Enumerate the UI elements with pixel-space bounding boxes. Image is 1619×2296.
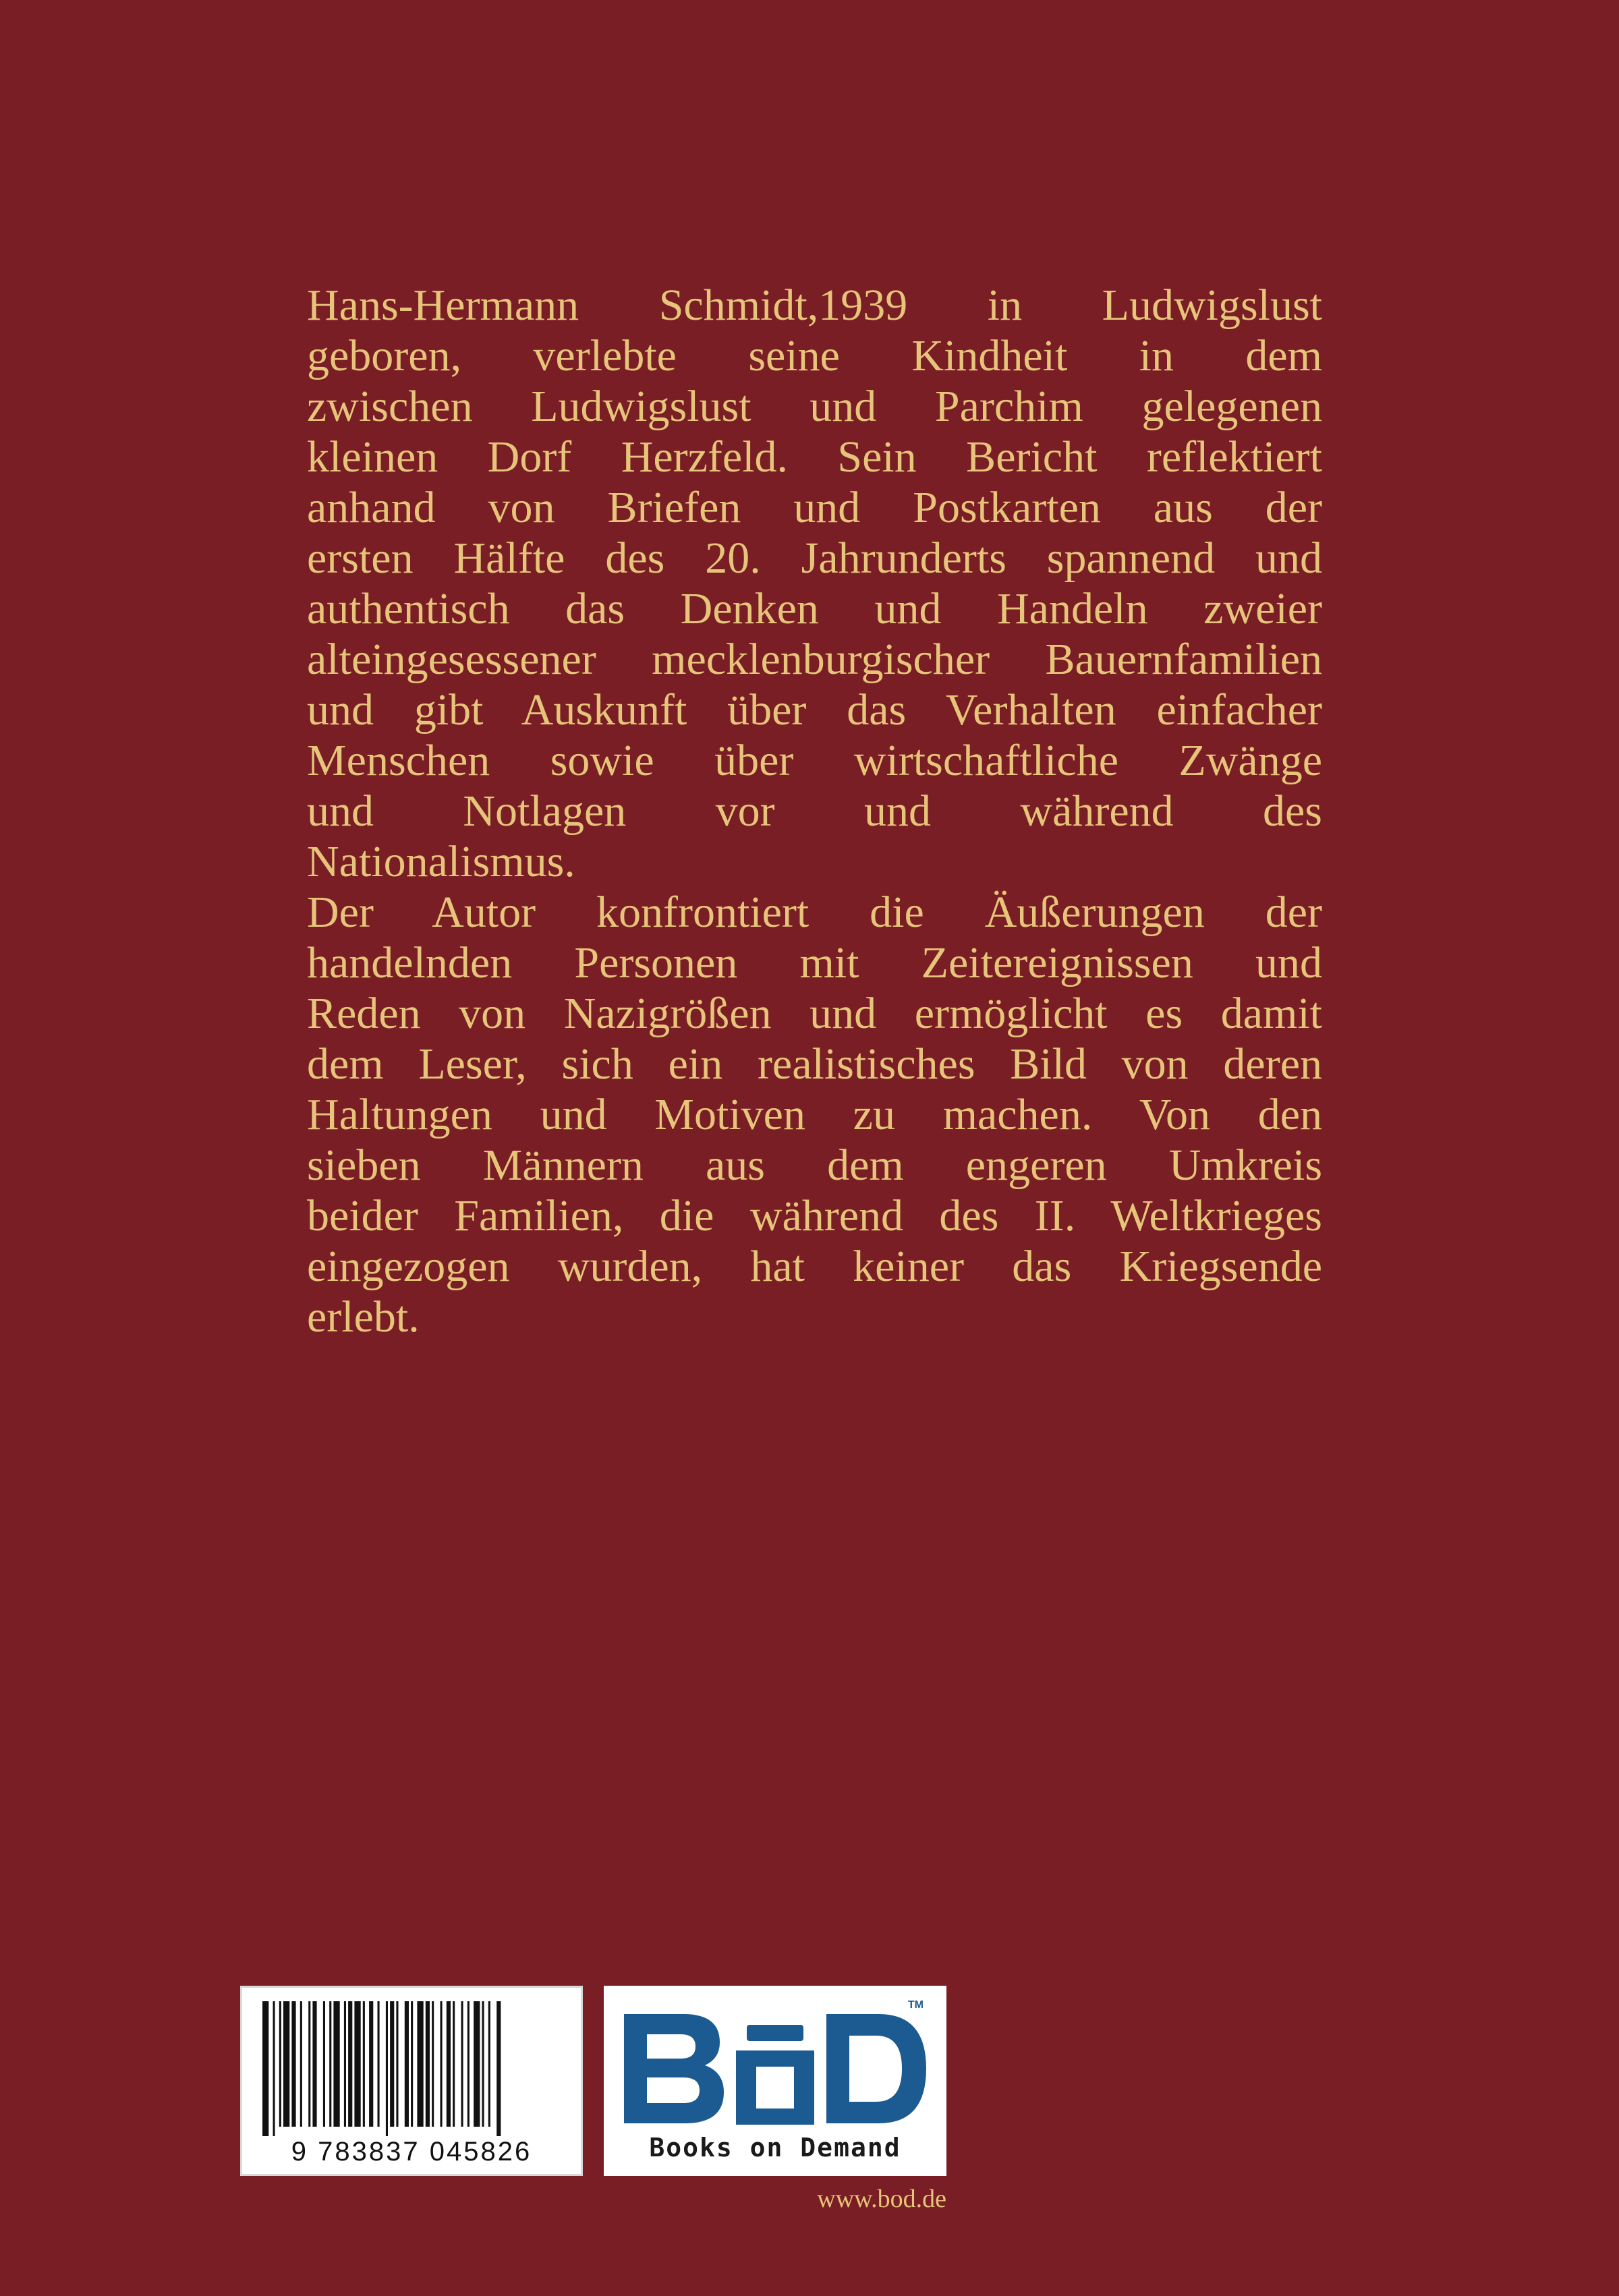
barcode-bar — [461, 2001, 463, 2127]
barcode-bar — [279, 2001, 281, 2127]
barcode-bar — [308, 2001, 310, 2127]
barcode-bar — [453, 2001, 455, 2127]
barcode-bar — [369, 2001, 373, 2127]
barcode-bar — [474, 2001, 480, 2127]
publisher-url: www.bod.de — [817, 2185, 946, 2213]
publisher-logo — [604, 1986, 946, 2176]
blurb-line: sieben Männern aus dem engeren Umkreis — [307, 1141, 1322, 1190]
blurb-line: Nationalismus. — [307, 837, 575, 886]
barcode-bar — [291, 2001, 295, 2127]
publisher-tagline: Books on Demand — [649, 2133, 901, 2162]
barcode-bars — [258, 2001, 569, 2136]
barcode-bar — [441, 2001, 443, 2127]
blurb-line: kleinen Dorf Herzfeld. Sein Bericht reflektiert — [307, 432, 1322, 482]
blurb-line: eingezogen wurden, hat keiner das Kriegsende — [307, 1242, 1322, 1291]
blurb-line: zwischen Ludwigslust und Parchim gelegenen — [307, 382, 1322, 431]
barcode-bar — [329, 2001, 331, 2127]
blurb-line: und Notlagen vor und während des — [307, 786, 1322, 836]
blurb-line: und gibt Auskunft über das Verhalten einfacher — [307, 685, 1322, 735]
barcode-bar — [348, 2001, 352, 2127]
blurb-line: ersten Hälfte des 20. Jahrunderts spannend und — [307, 534, 1322, 583]
barcode-bar — [300, 2001, 302, 2127]
blurb-line: erlebt. — [307, 1292, 420, 1342]
barcode-bar — [354, 2001, 360, 2127]
blurb-paragraph-2 — [307, 887, 1322, 1342]
blurb-line: authentisch das Denken und Handeln zweier — [307, 584, 1322, 633]
barcode-bar — [378, 2001, 380, 2127]
barcode-bar — [283, 2001, 289, 2127]
blurb-line: dem Leser, sich ein realistisches Bild von deren — [307, 1039, 1322, 1089]
blurb-line: Menschen sowie über wirtschaftliche Zwänge — [307, 736, 1322, 785]
blurb-line: Reden von Nazigrößen und ermöglicht es damit — [307, 989, 1322, 1038]
trademark-mark: TM — [907, 1999, 924, 2011]
barcode-bar — [323, 2001, 325, 2127]
barcode-bar — [333, 2001, 339, 2127]
barcode-bar — [496, 2001, 501, 2136]
blurb-line: Haltungen und Motiven zu machen. Von den — [307, 1090, 1322, 1139]
barcode-bar — [262, 2001, 268, 2136]
barcode-bar — [390, 2001, 394, 2127]
barcode-bar — [396, 2001, 398, 2127]
isbn-digits: 9 783837 045826 — [291, 2137, 532, 2166]
barcode-bar — [426, 2001, 430, 2127]
blurb-line: beider Familien, die während des II. Weltkrieges — [307, 1191, 1322, 1240]
blurb-line: geboren, verlebte seine Kindheit in dem — [307, 331, 1322, 380]
barcode-bar — [405, 2001, 409, 2127]
barcode-bar — [312, 2001, 316, 2127]
blurb-line: Der Autor konfrontiert die Äußerungen der — [307, 888, 1322, 937]
barcode-bar — [417, 2001, 423, 2127]
blurb-line: Hans-Hermann Schmidt,1939 in Ludwigslust — [307, 281, 1322, 330]
blurb-line: handelnden Personen mit Zeitereignissen und — [307, 938, 1322, 987]
blurb-line: alteingesessener mecklenburgischer Bauernfamilien — [307, 635, 1322, 684]
blurb-paragraph-1 — [307, 280, 1322, 887]
barcode-bar — [386, 2001, 388, 2136]
barcode-bar — [411, 2001, 413, 2127]
barcode-bar — [432, 2001, 434, 2127]
barcode-bar — [488, 2001, 490, 2127]
barcode-bar — [467, 2001, 470, 2127]
barcode-bar — [273, 2001, 275, 2136]
blurb-line: anhand von Briefen und Postkarten aus der — [307, 483, 1322, 532]
barcode-bar — [447, 2001, 451, 2127]
back-cover-blurb — [307, 280, 1322, 1342]
barcode-bar — [344, 2001, 346, 2127]
isbn-barcode — [240, 1986, 583, 2176]
barcode-bar — [363, 2001, 365, 2127]
barcode-bar — [482, 2001, 484, 2127]
